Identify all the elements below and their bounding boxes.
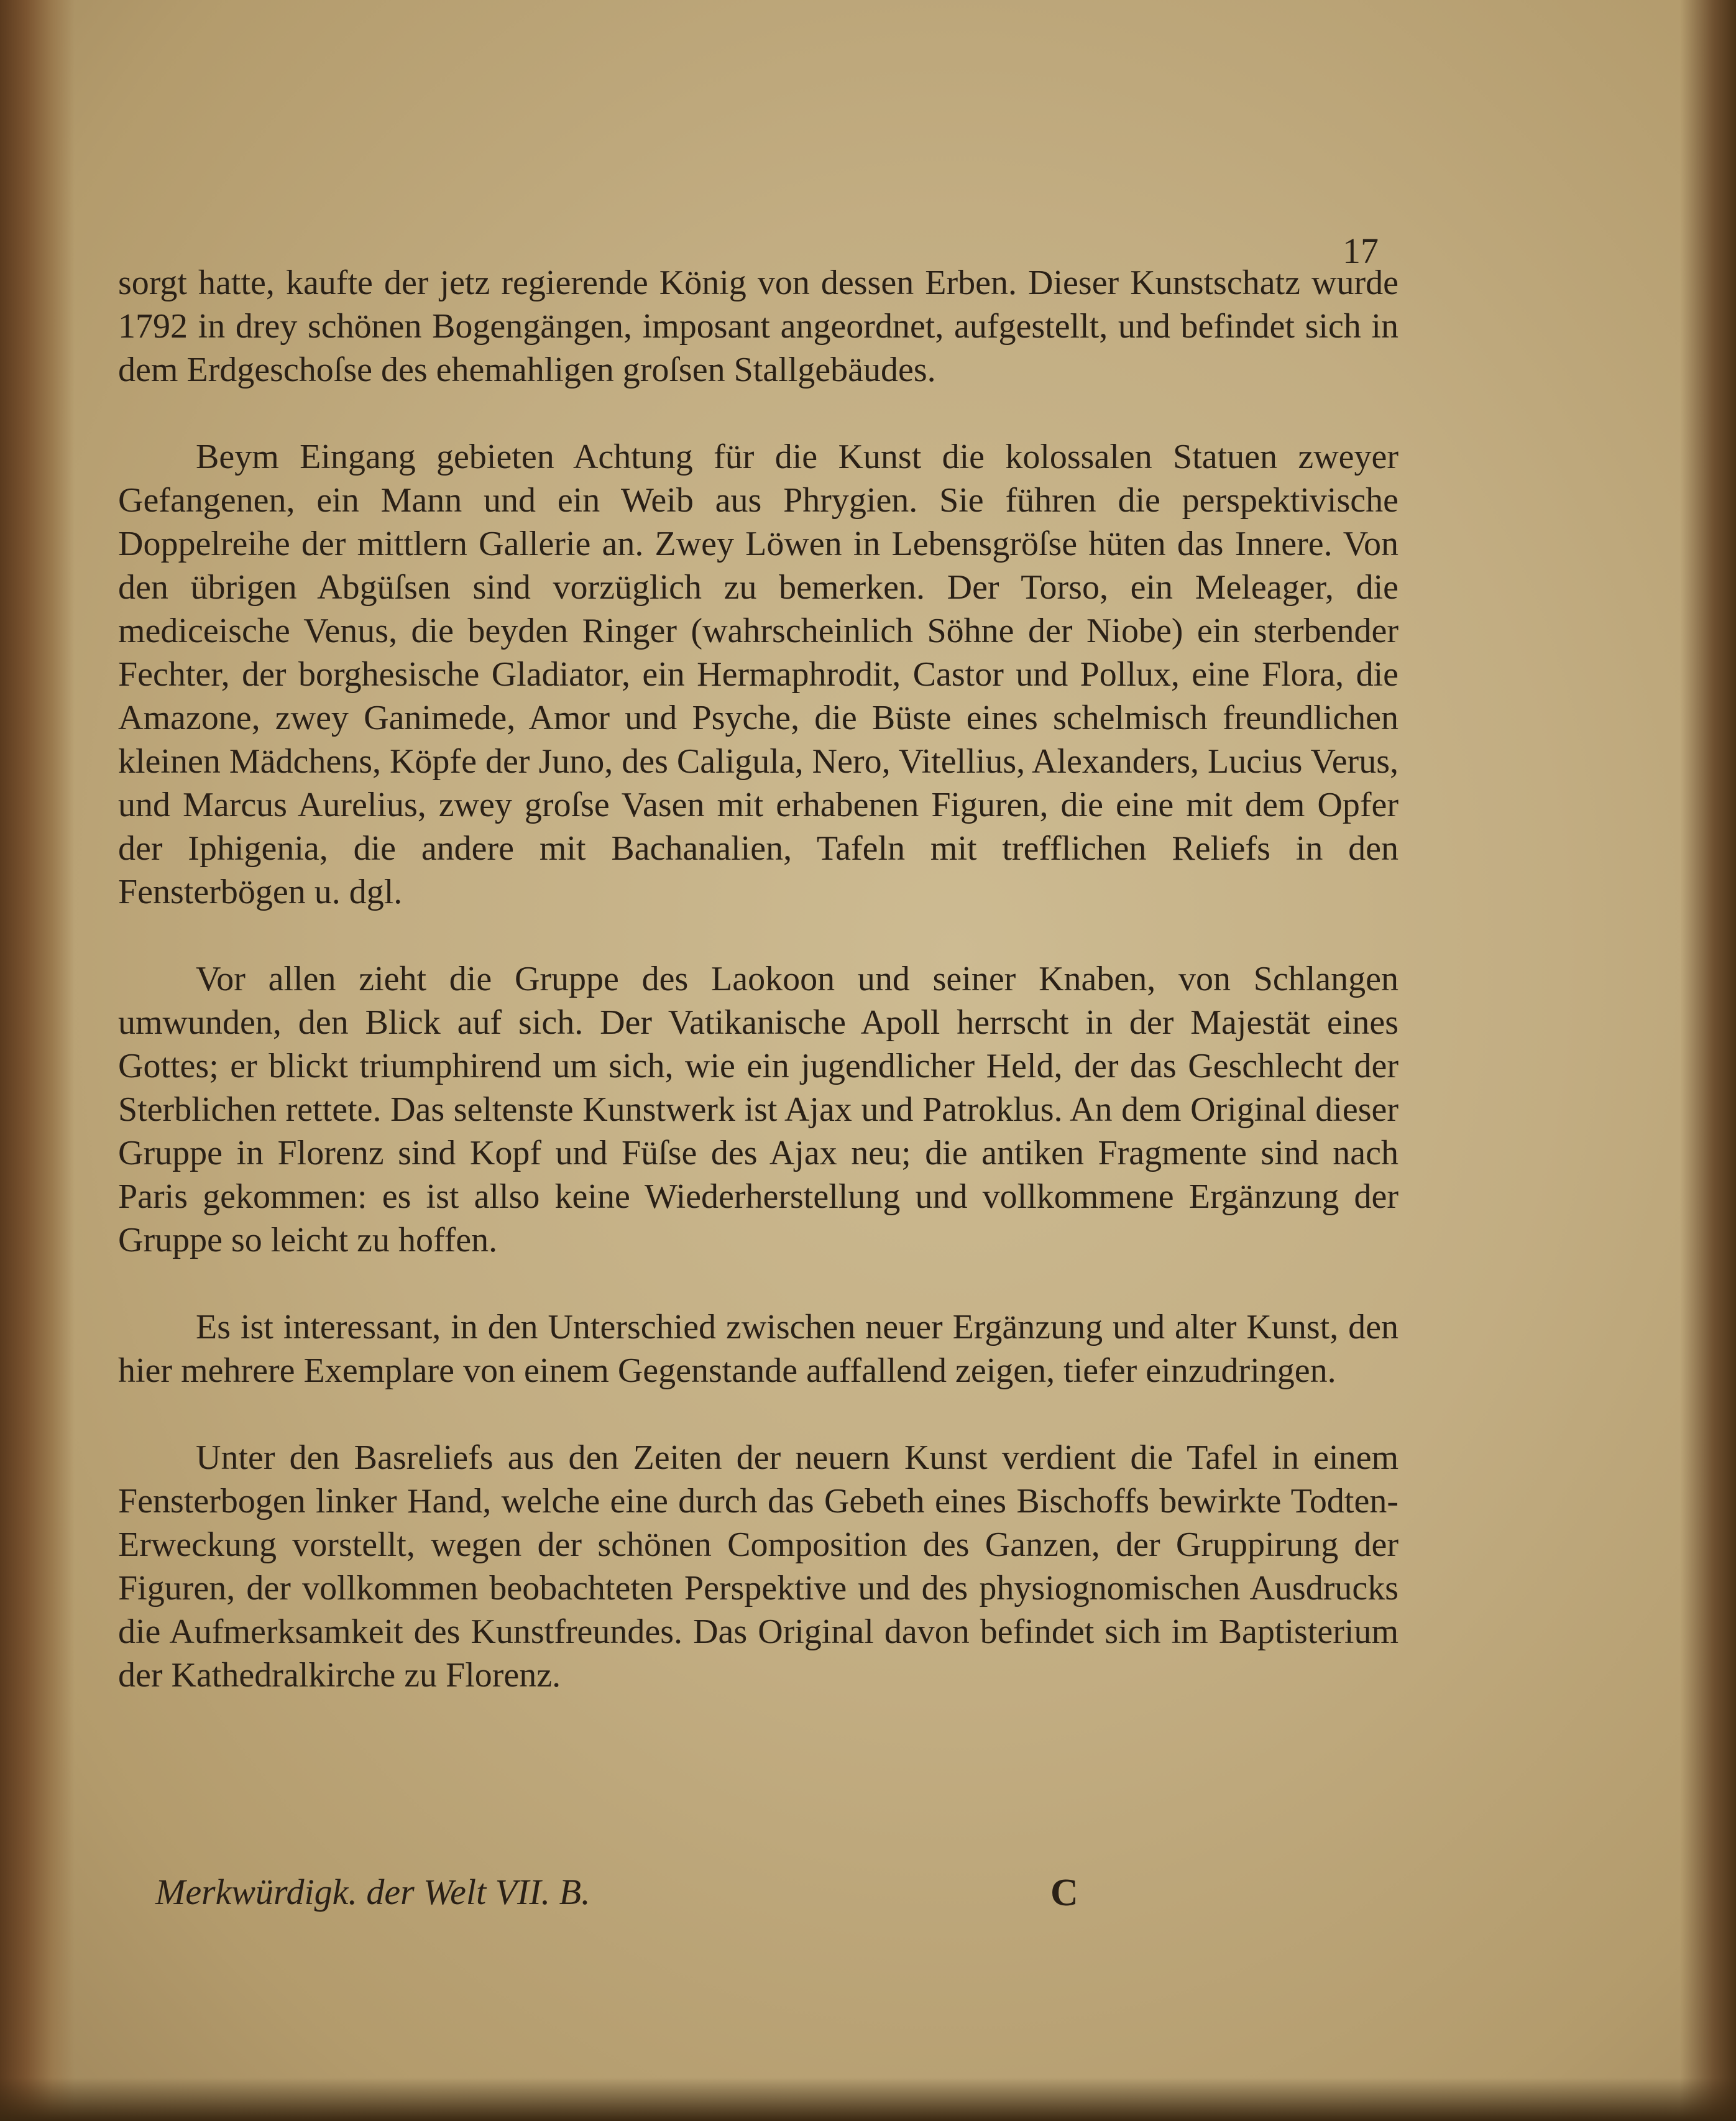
- running-footer-title: Merkwürdigk. der Welt VII. B.: [155, 1872, 590, 1912]
- paragraph-3: Vor allen zieht die Gruppe des Laokoon und seiner Knaben, von Schlangen umwunden, den Blick auf sich. Der Vatikanische Apoll herrscht in der Majestät eines Gottes; er blickt triumphirend um sich, wie ein jugendlicher Held, der das Geschlecht der Sterblichen rettete. Das seltenste Kunstwerk ist Ajax und Patroklus. An dem Original dieser Gruppe in Florenz sind Kopf und Füſse des Ajax neu; die antiken Fragmente sind nach Paris gekommen: es ist allso keine Wiederherstellung und vollkommene Ergänzung der Gruppe so leicht zu hoffen.: [118, 960, 1398, 1259]
- page-number: 17: [1343, 231, 1379, 271]
- page-footer: [155, 1871, 1336, 1927]
- paragraph-4: Es ist interessant, in den Unterschied zwischen neuer Ergänzung und alter Kunst, den hier mehrere Exemplare von einem Gegenstande auffallend zeigen, tiefer einzudringen.: [118, 1308, 1398, 1390]
- page-edge-shadow: [1680, 0, 1736, 2121]
- paragraph-5: Unter den Basreliefs aus den Zeiten der neuern Kunst verdient die Tafel in einem Fensterbogen linker Hand, welche eine durch das Gebeth eines Bischoffs bewirkte Todten-Erweckung vorstellt, wegen der schönen Composition des Ganzen, der Gruppirung der Figuren, der vollkommen beobachteten Perspektive und des physiognomischen Ausdrucks die Aufmerksamkeit des Kunstfreundes. Das Original davon befindet sich im Baptisterium der Kathedralkirche zu Florenz.: [118, 1438, 1398, 1695]
- page-bottom-shadow: [0, 2077, 1736, 2121]
- paragraph-2: Beym Eingang gebieten Achtung für die Kunst die kolossalen Statuen zweyer Gefangenen, ein Mann und ein Weib aus Phrygien. Sie führen die perspektivische Doppelreihe der mittlern Gallerie an. Zwey Löwen in Lebensgröſse hüten das Innere. Von den übrigen Abgüſsen sind vorzüglich zu bemerken. Der Torso, ein Meleager, die mediceische Venus, die beyden Ringer (wahrscheinlich Söhne der Niobe) ein sterbender Fechter, der borghesische Gladiator, ein Hermaphrodit, Castor und Pollux, eine Flora, die Amazone, zwey Ganimede, Amor und Psyche, die Büste eines schelmisch freundlichen kleinen Mädchens, Köpfe der Juno, des Caligula, Nero, Vitellius, Alexanders, Lucius Verus, und Marcus Aurelius, zwey groſse Vasen mit erhabenen Figuren, die eine mit dem Opfer der Iphigenia, die andere mit Bachanalien, Tafeln mit trefflichen Reliefs in den Fensterbögen u. dgl.: [118, 438, 1398, 911]
- paragraph-1: sorgt hatte, kaufte der jetz regierende König von dessen Erben. Dieser Kunstschatz wurde 1792 in drey schönen Bogengängen, imposant angeordnet, aufgestellt, und befindet sich in dem Erdgeschoſse des ehemahligen groſsen Stallgebäudes.: [118, 264, 1398, 389]
- signature-mark: C: [1050, 1872, 1078, 1914]
- body-text: [118, 261, 1398, 1741]
- page-binding-shadow: [0, 0, 75, 2121]
